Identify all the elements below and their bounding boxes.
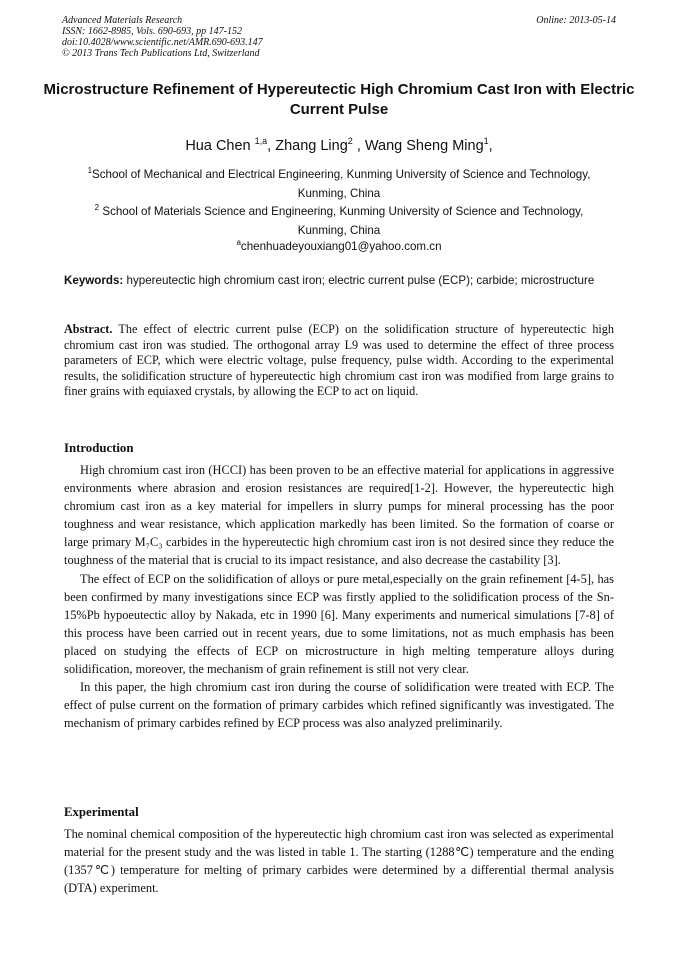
abstract-label: Abstract. <box>64 322 113 336</box>
experimental-heading: Experimental <box>64 805 139 819</box>
affiliation-1: $^1$School of Mechanical and Electrical Engineering, Kunming University of Science and Technology, Kunming, China <box>87 166 591 200</box>
author-name: , Wang Sheng Ming <box>352 138 484 154</box>
contact-email <box>56 233 622 256</box>
doi-line: doi:10.4028/www.scientific.net/AMR.690-693.147 <box>62 37 263 48</box>
paper-title: Microstructure Refinement of Hypereutectic High Chromium Cast Iron with Electric Current Pulse <box>43 81 635 118</box>
issn-line: ISSN: 1662-8985, Vols. 690-693, pp 147-152 <box>62 26 242 37</box>
experimental-body <box>64 825 614 897</box>
author-affiliation-mark: 1 <box>483 136 489 146</box>
abstract-text: The effect of electric current pulse (ECP) on the solidification structure of hypereutectic high chromium cast iron was studied. The orthogonal array L9 was used to determine the effect of three process parameters of ECP, which were electric voltage, pulse frequency, pulse width. According to the experimental results, the solidification structure of hypereutectic high chromium cast iron was modified from large grains to finer grains with equiaxed crystals, by allowing the ECP to act on liquid. <box>64 322 614 399</box>
affiliation-2: $^2$ School of Materials Science and Engineering, Kunming University of Science and Technology, Kunming, China <box>94 203 584 237</box>
email-address: chenhuadeyouxiang01@yahoo.com.cn <box>240 240 442 253</box>
copyright-line: © 2013 Trans Tech Publications Ltd, Switzerland <box>62 48 260 59</box>
author-name: Hua Chen <box>185 138 255 154</box>
author-affiliation-mark: 1,a <box>254 136 268 146</box>
introduction-heading: Introduction <box>64 441 134 455</box>
author-affiliation-mark: 2 <box>347 136 353 146</box>
abstract-section <box>64 322 614 400</box>
paragraph: In this paper, the high chromium cast iron during the course of solidification were treated with ECP. The effect of pulse current on the formation of primary carbides which refined significantly was investigated. The mechanism of primary carbides refined by ECP process was also analyzed preliminarily. <box>64 680 614 731</box>
introduction-body <box>64 461 614 732</box>
author-list: Hua Chen $^{1,a}$, Zhang Ling$^2$ , Wang Sheng Ming$^1$, <box>185 136 493 154</box>
paragraph: The nominal chemical composition of the hypereutectic high chromium cast iron was selected as experimental material for the present study and the was listed in table 1. The starting (1288℃) temperature and the ending (1357℃) temperature for melting of primary carbides were determined by a differential thermal analysis (DTA) experiment. <box>64 827 614 896</box>
paragraph: High chromium cast iron (HCCI) has been proven to be an effective material for applications in aggressive environments where abrasion and erosion resistances are required[1-2]. However, the hypereutectic high chromium cast iron as a key material for impellers in slurry pumps for mineral processing has the poor toughness and wear resistance, which application markedly has been limited. So the formation of coarse or large primary M₇C₃ carbides in the hypereutectic high chromium cast iron is not desired since they reduce the toughness of the material that is crucial to its impact resistance, and also decrease the castability [3]. <box>64 463 614 568</box>
keywords-label: Keywords: <box>64 274 124 287</box>
online-date: Online: 2013-05-14 <box>536 15 616 26</box>
email-mark: a <box>236 238 241 247</box>
journal-name: Advanced Materials Research <box>62 15 183 26</box>
paragraph: The effect of ECP on the solidification of alloys or pure metal,especially on the grain refinement [4-5], has been confirmed by many investigations since ECP was firstly applied to the solidification process of the Sn-15%Pb hypoeutectic alloy by Nakada, etc in 1990 [6]. Many experiments and numerical simulations [7-8] of this process have been carried out in recent years, due to some limitations, not as much emphasis has been placed on studying the effects of ECP on microstructure in high melting temperature alloys during solidification, moreover, the mechanism of grain refinement is still not very clear. <box>64 571 614 677</box>
affiliation-mark: 1 <box>87 166 93 175</box>
keywords-text: hypereutectic high chromium cast iron; electric current pulse (ECP); carbide; microstructure <box>123 274 595 287</box>
keywords-section <box>64 272 614 290</box>
author-name: , Zhang Ling <box>267 138 348 154</box>
affiliation-mark: 2 <box>94 203 100 212</box>
publication-header <box>62 15 616 59</box>
